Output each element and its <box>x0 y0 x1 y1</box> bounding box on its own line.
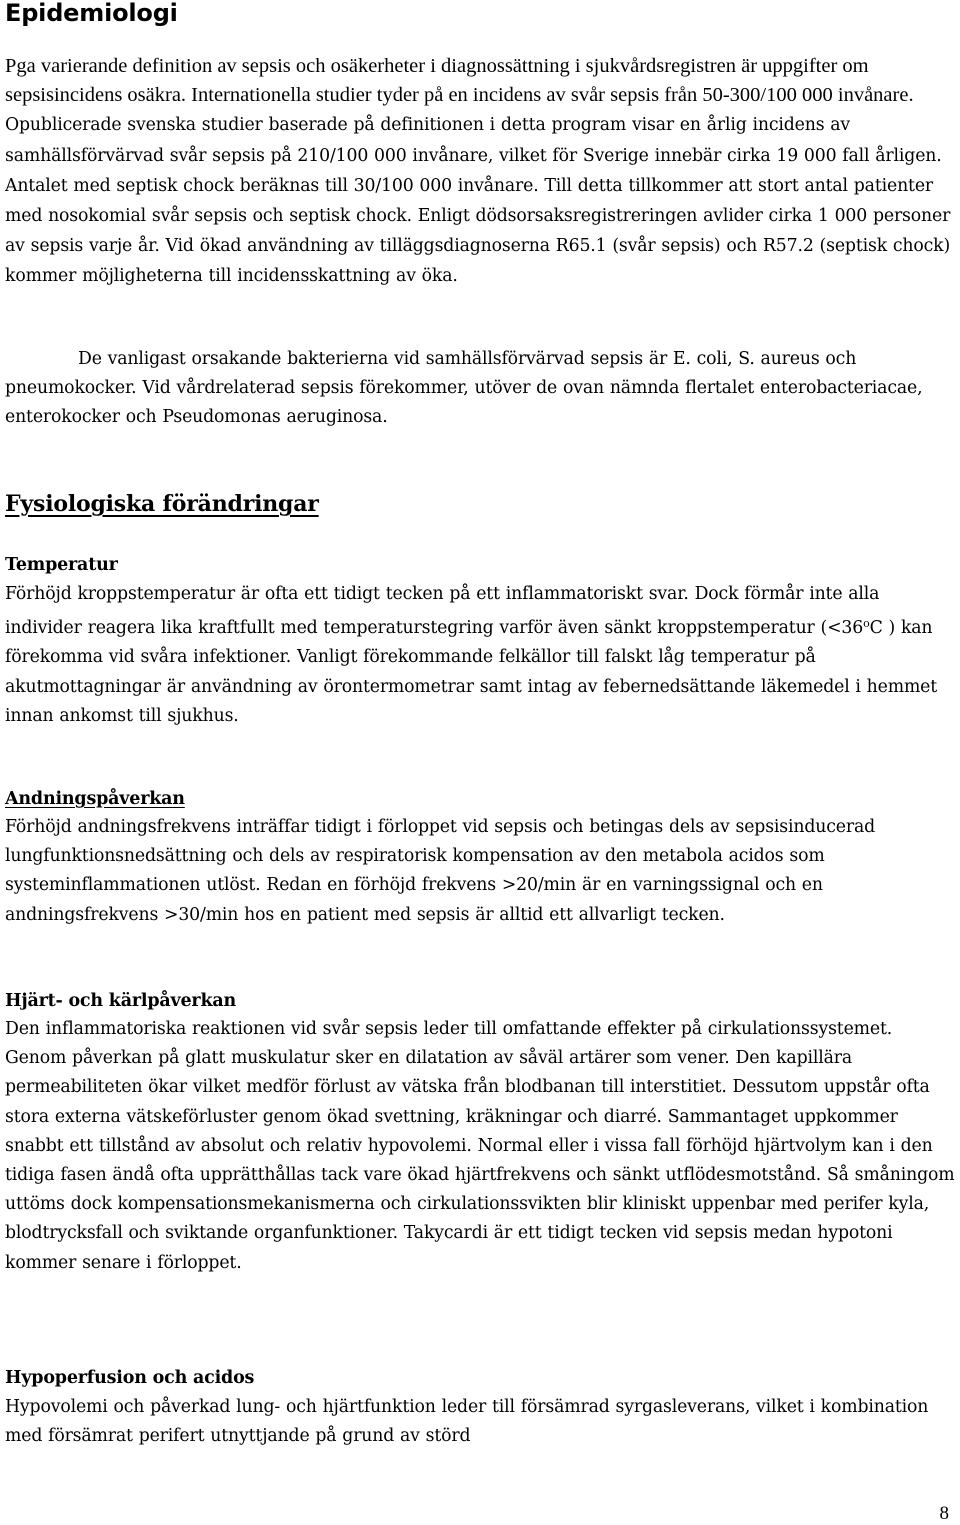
intro-paragraph <box>5 52 955 292</box>
hypoperfusion-paragraph: Hypovolemi och påverkad lung- och hjärtfunktion leder till försämrad syrgasleverans, vilket i kombination med försämrat perifert utnyttjande på grund av störd <box>5 1397 929 1447</box>
heading-hypoperfusion: Hypoperfusion och acidos <box>5 1368 255 1388</box>
heading-respiration: Andningspåverkan <box>5 789 185 809</box>
degree-superscript: o <box>863 617 870 631</box>
heading-temperature: Temperatur <box>5 555 118 575</box>
temperature-text-2: C ) kan förekomma vid svåra infektioner. Vanligt förekommande felkällor till falskt låg temperatur på akutmottagningar är användning av örontermometrar samt intag av febernedsättande läkemedel i hemmet innan ankomst till sjukhus. <box>5 618 938 726</box>
page-title: Epidemiologi <box>5 0 178 27</box>
bacteria-text: De vanligast orsakande bakterierna vid samhällsförvärvad sepsis är E. coli, S. aureus och pneumokocker. Vid vårdrelaterad sepsis förekommer, utöver de ovan nämnda flertalet enterobacteriacae, enterokocker och Pseudomonas aeruginosa. <box>5 349 923 428</box>
temperature-text-1: Förhöjd kroppstemperatur är ofta ett tidigt tecken på ett inflammatoriskt svar. Dock förmår inte alla individer reagera lika kraftfullt med temperaturstegring varför även sänkt kroppstemperatur (<36 <box>5 584 880 639</box>
epidemiology-text: Opublicerade svenska studier baserade på definitionen i detta program visar en årlig incidens av samhällsförvärvad svår sepsis på 210/100 000 invånare, vilket för Sverige innebär cirka 19 000 fall årligen. Antalet med septisk chock beräknas till 30/100 000 invånare. Till detta tillkommer att stort antal patienter med nosokomial svår sepsis och septisk chock. Enligt dödsorsaksregistreringen avlider cirka 1 000 personer av sepsis varje år. Vid ökad användning av tilläggsdiagnoserna R65.1 (svår sepsis) och R57.2 (septisk chock) kommer möjligheterna till incidensskattning av öka. <box>5 115 951 287</box>
cardiovascular-paragraph: Den inflammatoriska reaktionen vid svår sepsis leder till omfattande effekter på cirkulationssystemet. Genom påverkan på glatt muskulatur sker en dilatation av såväl artärer som vener. Den kapillära permeabiliteten ökar vilket medför förlust av vätska från blodbanan till interstitiet. Dessutom uppstår ofta stora externa vätskeförluster genom ökad svettning, kräkningar och diarré. Sammantaget uppkommer snabbt ett tillstånd av absolut och relativ hypovolemi. Normal eller i vissa fall förhöjd hjärtvolym kan i den tidiga fasen ändå ofta upprätthållas tack vare ökad hjärtfrekvens och sänkt utflödesmotstånd. Så småningom uttöms dock kompensationsmekanismerna och cirkulationssvikten blir kliniskt uppenbar med perifer kyla, blodtrycksfall och sviktande organfunktioner. Takycardi är ett tidigt tecken vid sepsis medan hypotoni kommer senare i förloppet. <box>5 1019 955 1273</box>
section-heading-physiology: Fysiologiska förändringar <box>5 491 319 517</box>
respiration-paragraph: Förhöjd andningsfrekvens inträffar tidigt i förloppet vid sepsis och betingas dels av sepsisinducerad lungfunktionsnedsättning och dels av respiratorisk kompensation av den metabola acidos som systeminflammationen utlöst. Redan en förhöjd frekvens >20/min är en varningssignal och en andningsfrekvens >30/min hos en patient med sepsis är alltid ett allvarligt tecken. <box>5 817 876 925</box>
bacteria-paragraph <box>5 345 957 433</box>
temperature-paragraph <box>5 580 957 731</box>
page-number: 8 <box>939 1503 949 1524</box>
heading-cardiovascular: Hjärt- och kärlpåverkan <box>5 991 237 1011</box>
intro-text: Pga varierande definition av sepsis och osäkerheter i diagnossättning i sjukvårdsregistren är uppgifter om sepsisincidens osäkra. Internationella studier tyder på en incidens av svår sepsis från 50-300/100 000 invånare. <box>5 55 914 107</box>
